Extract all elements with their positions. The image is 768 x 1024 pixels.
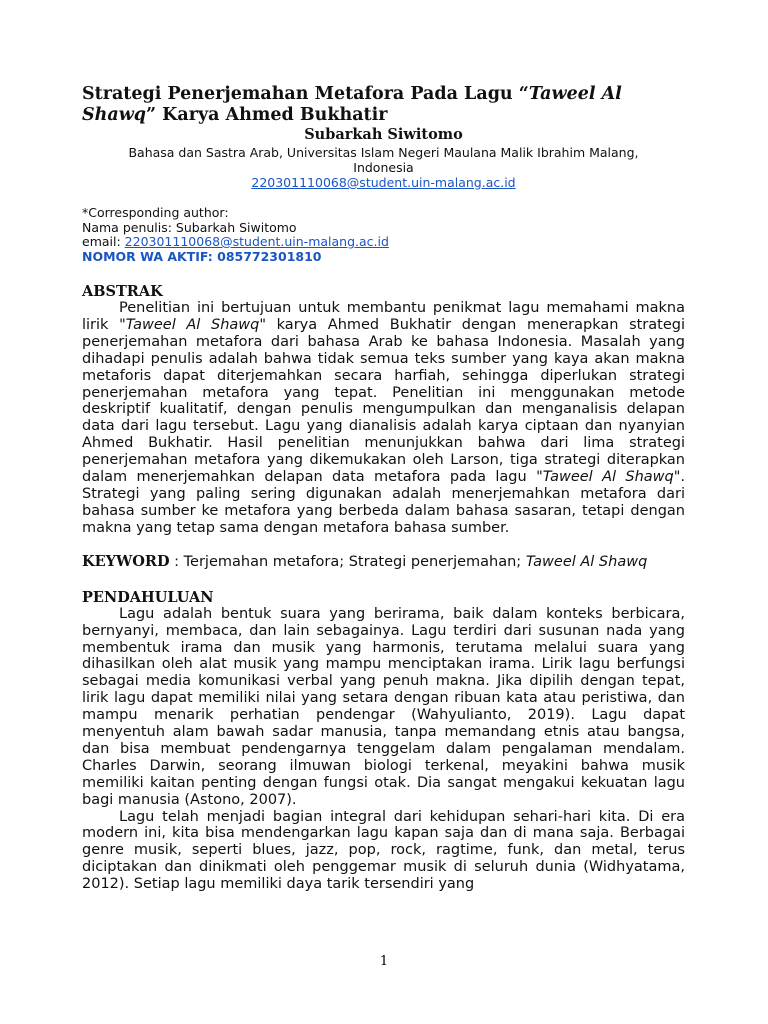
abstract-text-2: " karya Ahmed Bukhatir dengan menerapkan strategi penerjemahan metafora dari bahasa Arab ke bahasa Indonesia. Masalah yang dihadapi penulis adalah bahwa tidak semua teks sumber yang kaya akan makna metaforis dapat diterjemahkan secara harfiah, sehingga diperlukan strategi penerjemahan metafora yang tepat. Penelitian ini menggunakan metode deskriptif kualitatif, dengan penulis mengumpulkan dan menganalisis delapan data dari lagu tersebut. Lagu yang dianalisis adalah karya ciptaan dan nyanyian Ahmed Bukhatir. Hasil penelitian menunjukkan bahwa dari lima strategi penerjemahan metafora yang dikemukakan oleh Larson, tiga strategi diterapkan dalam menerjemahkan delapan data metafora pada lagu " (82, 316, 685, 486)
page-number: 1 (379, 954, 389, 969)
email-label: email: (82, 234, 125, 249)
document-page (82, 84, 685, 893)
affiliation-text: Bahasa dan Sastra Arab, Universitas Islam Negeri Maulana Malik Ibrahim Malang, Indonesia (128, 145, 639, 175)
keyword-line (82, 553, 685, 571)
author-affiliation (104, 145, 664, 190)
abstract-text-3: ". Strategi yang paling sering digunakan adalah menerjemahkan metafora dari bahasa sumber ke metafora yang berbeda dalam bahasa sasaran, tetapi dengan makna yang tetap sama dengan metafora bahasa sumber. (82, 469, 686, 536)
intro-heading: PENDAHULUAN (82, 588, 214, 606)
title-prefix: Strategi Penerjemahan Metafora Pada Lagu “ (82, 84, 529, 104)
author-email-link[interactable]: 220301110068@student.uin-malang.ac.id (251, 175, 516, 190)
wa-number: NOMOR WA AKTIF: 085772301810 (82, 248, 322, 264)
title-song: Taweel Al Shawq (82, 84, 622, 125)
abstract-song-2: Taweel Al Shawq (542, 469, 674, 486)
title-suffix: ” Karya Ahmed Bukhatir (146, 105, 388, 125)
abstract-song-1: Taweel Al Shawq (125, 316, 260, 333)
corresponding-block (82, 206, 685, 264)
corresponding-label: *Corresponding author: (82, 205, 229, 220)
keyword-separator: : (169, 553, 184, 570)
keyword-label: KEYWORD (82, 552, 170, 570)
intro-paragraph-1: Lagu adalah bentuk suara yang berirama, baik dalam konteks berbicara, bernyanyi, membaca, dan lain sebagainya. Lagu terdiri dari susunan nada yang membentuk irama dan musik yang harmonis, terutama melalui suara yang dihasilkan oleh alat musik yang mampu menciptakan irama. Lirik lagu berfungsi sebagai media komunikasi verbal yang penuh makna. Jika dipilih dengan tepat, lirik lagu dapat memiliki nilai yang setara dengan ribuan kata atau peristiwa, dan mampu menarik perhatian pendengar (Wahyulianto, 2019). Lagu dapat menyentuh alam bawah sadar manusia, tanpa memandang etnis atau bangsa, dan bisa membuat pendengarnya tenggelam dalam pengalaman mendalam. Charles Darwin, seorang ilmuwan biologi terkenal, meyakini bahwa musik memiliki kaitan penting dengan fungsi otak. Dia sangat mengakui kekuatan lagu bagi manusia (Astono, 2007). (82, 605, 685, 808)
keyword-text: Terjemahan metafora; Strategi penerjemahan; (183, 553, 526, 570)
author-name-line: Nama penulis: Subarkah Siwitomo (82, 219, 297, 235)
author-name: Subarkah Siwitomo (304, 126, 463, 143)
abstract-heading: ABSTRAK (82, 283, 163, 300)
corresponding-email-link[interactable]: 220301110068@student.uin-malang.ac.id (124, 234, 389, 249)
email-line (82, 235, 685, 250)
paper-title (82, 84, 685, 126)
keyword-song: Taweel Al Shawq (525, 553, 648, 570)
abstract-paragraph (82, 300, 685, 537)
intro-paragraph-2: Lagu telah menjadi bagian integral dari kehidupan sehari-hari kita. Di era modern ini, kita bisa mendengarkan lagu kapan saja dan di mana saja. Berbagai genre musik, seperti blues, jazz, pop, rock, ragtime, funk, dan metal, terus diciptakan dan dinikmati oleh penggemar musik di seluruh dunia (Widhyatama, 2012). Setiap lagu memiliki daya tarik tersendiri yang (82, 808, 685, 893)
abstract-text-1: Penelitian ini bertujuan untuk membantu penikmat lagu memahami makna lirik " (82, 300, 685, 333)
